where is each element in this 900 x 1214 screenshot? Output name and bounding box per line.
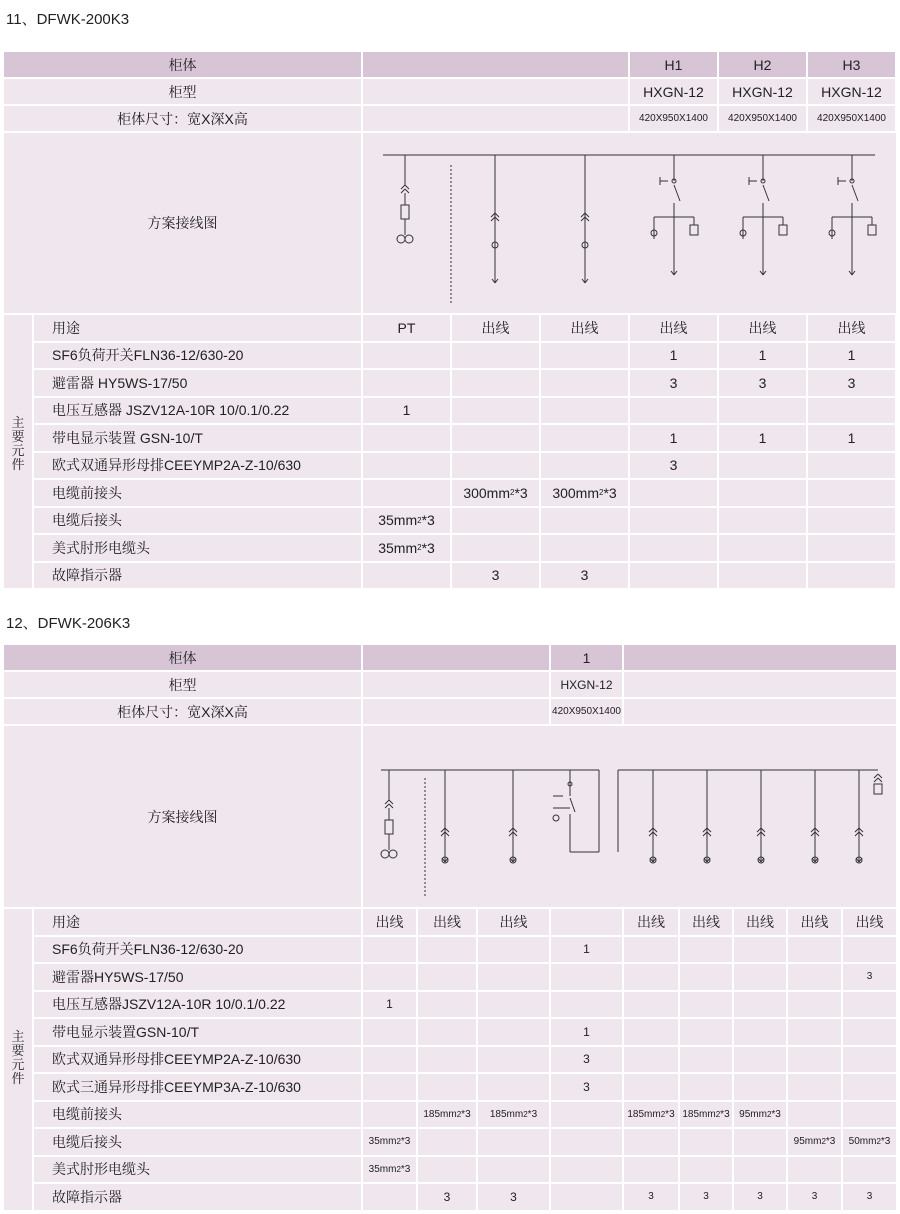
component-qty <box>363 563 450 589</box>
components-group-label: 主要元件 <box>11 415 25 472</box>
size-value: 420X950X1400 <box>808 106 895 131</box>
component-qty <box>478 1074 549 1100</box>
diagram-area <box>363 133 896 313</box>
component-qty: 185mm 2 *3 <box>624 1102 678 1128</box>
component-qty <box>630 480 717 506</box>
component-qty <box>452 508 539 534</box>
component-qty <box>843 1102 896 1128</box>
component-qty <box>843 1074 896 1100</box>
component-qty <box>630 535 717 561</box>
component-qty <box>478 1157 549 1183</box>
model-label: 柜型 <box>4 672 361 697</box>
component-qty: 1 <box>551 1019 622 1045</box>
usage-value: 出线 <box>624 909 678 935</box>
usage-value <box>551 909 622 935</box>
component-qty <box>734 992 786 1018</box>
component-qty <box>551 1129 622 1155</box>
components-group-label: 主要元件 <box>11 1029 25 1086</box>
component-qty: 300mm 2 *3 <box>452 480 539 506</box>
component-name: 故障指示器 <box>34 563 361 589</box>
component-qty <box>478 937 549 963</box>
component-qty: 1 <box>719 343 806 369</box>
model-value: HXGN-12 <box>808 79 895 104</box>
component-qty <box>719 508 806 534</box>
component-qty: 3 <box>734 1184 786 1210</box>
usage-value: 出线 <box>541 315 628 341</box>
component-qty <box>680 964 732 990</box>
component-qty <box>363 1047 416 1073</box>
size-value: 420X950X1400 <box>719 106 806 131</box>
usage-value: 出线 <box>363 909 416 935</box>
component-qty <box>630 398 717 424</box>
usage-value: 出线 <box>788 909 841 935</box>
cabinet-label: 柜体 <box>4 645 361 670</box>
size-value: 420X950X1400 <box>551 699 622 724</box>
component-qty <box>734 1074 786 1100</box>
component-qty: 35mm 2 *3 <box>363 1157 416 1183</box>
cabinet-id: H3 <box>808 52 895 77</box>
component-qty: 1 <box>808 425 895 451</box>
size-blank <box>363 699 549 724</box>
component-qty <box>788 937 841 963</box>
component-qty <box>418 1047 476 1073</box>
usage-value: 出线 <box>843 909 896 935</box>
component-qty <box>808 398 895 424</box>
component-name: 欧式三通异形母排CEEYMP3A-Z-10/630 <box>34 1074 361 1100</box>
component-qty: 1 <box>630 425 717 451</box>
header-blank <box>624 645 896 670</box>
usage-value: 出线 <box>418 909 476 935</box>
component-qty <box>788 1019 841 1045</box>
component-qty <box>541 508 628 534</box>
component-qty <box>452 453 539 479</box>
component-qty: 3 <box>551 1074 622 1100</box>
usage-value: PT <box>363 315 450 341</box>
component-name: 美式肘形电缆头 <box>34 535 361 561</box>
component-qty <box>734 964 786 990</box>
header-blank <box>363 52 628 77</box>
component-qty <box>478 992 549 1018</box>
component-name: 美式肘形电缆头 <box>34 1157 361 1183</box>
component-qty <box>680 992 732 1018</box>
component-qty <box>363 1019 416 1045</box>
component-qty <box>734 1157 786 1183</box>
component-name: 电缆后接头 <box>34 1129 361 1155</box>
component-qty: 1 <box>363 398 450 424</box>
diagram-label: 方案接线图 <box>4 133 361 313</box>
usage-value: 出线 <box>808 315 895 341</box>
component-name: 电缆前接头 <box>34 1102 361 1128</box>
usage-value: 出线 <box>630 315 717 341</box>
component-qty <box>808 508 895 534</box>
cabinet-label: 柜体 <box>4 52 361 77</box>
component-qty <box>541 343 628 369</box>
component-qty <box>624 964 678 990</box>
component-qty <box>734 1047 786 1073</box>
component-qty: 95mm 2 *3 <box>734 1102 786 1128</box>
component-qty: 3 <box>788 1184 841 1210</box>
component-qty <box>808 480 895 506</box>
component-qty <box>680 1019 732 1045</box>
usage-value: 出线 <box>719 315 806 341</box>
component-qty <box>630 508 717 534</box>
component-qty <box>719 535 806 561</box>
component-qty: 3 <box>541 563 628 589</box>
component-qty <box>478 964 549 990</box>
component-qty <box>418 992 476 1018</box>
component-qty <box>551 1102 622 1128</box>
component-qty <box>551 1157 622 1183</box>
component-name: 电压互感器JSZV12A-10R 10/0.1/0.22 <box>34 992 361 1018</box>
component-qty <box>788 1102 841 1128</box>
component-qty <box>624 1074 678 1100</box>
component-qty <box>680 1157 732 1183</box>
component-qty: 3 <box>719 370 806 396</box>
component-qty <box>551 992 622 1018</box>
header-blank <box>363 645 549 670</box>
component-name: 带电显示装置 GSN-10/T <box>34 425 361 451</box>
component-qty: 3 <box>680 1184 732 1210</box>
component-qty: 35mm 2 *3 <box>363 535 450 561</box>
model-label: 柜型 <box>4 79 361 104</box>
usage-value: 出线 <box>680 909 732 935</box>
component-qty <box>680 1129 732 1155</box>
size-label: 柜体尺寸：宽X深X高 <box>4 699 361 724</box>
component-qty <box>734 1129 786 1155</box>
component-name: 电缆前接头 <box>34 480 361 506</box>
component-qty: 3 <box>808 370 895 396</box>
component-qty: 35mm 2 *3 <box>363 1129 416 1155</box>
component-qty <box>418 937 476 963</box>
model-value: HXGN-12 <box>630 79 717 104</box>
diagram-area <box>363 726 896 907</box>
component-qty: 3 <box>551 1047 622 1073</box>
component-qty <box>551 964 622 990</box>
component-qty <box>478 1047 549 1073</box>
size-value: 420X950X1400 <box>630 106 717 131</box>
section-title: 12、DFWK-206K3 <box>6 615 131 632</box>
component-qty <box>452 425 539 451</box>
component-name: 故障指示器 <box>34 1184 361 1210</box>
cabinet-id: H1 <box>630 52 717 77</box>
component-qty: 3 <box>630 370 717 396</box>
component-name: 欧式双通异形母排CEEYMP2A-Z-10/630 <box>34 1047 361 1073</box>
component-qty <box>719 398 806 424</box>
component-qty: 50mm 2 *3 <box>843 1129 896 1155</box>
component-name: 避雷器HY5WS-17/50 <box>34 964 361 990</box>
component-qty: 3 <box>624 1184 678 1210</box>
component-qty: 185mm 2 *3 <box>680 1102 732 1128</box>
component-qty <box>363 1184 416 1210</box>
component-qty <box>452 343 539 369</box>
model-blank <box>624 672 896 697</box>
component-qty <box>541 535 628 561</box>
component-qty <box>363 370 450 396</box>
component-qty <box>541 453 628 479</box>
component-qty <box>363 425 450 451</box>
usage-value: 出线 <box>452 315 539 341</box>
component-qty: 3 <box>478 1184 549 1210</box>
component-qty <box>734 1019 786 1045</box>
component-qty <box>808 453 895 479</box>
component-qty <box>363 937 416 963</box>
cabinet-id: H2 <box>719 52 806 77</box>
component-qty: 185mm 2 *3 <box>478 1102 549 1128</box>
component-qty <box>452 370 539 396</box>
component-qty: 1 <box>808 343 895 369</box>
component-qty <box>418 1129 476 1155</box>
component-qty <box>843 1047 896 1073</box>
size-blank <box>624 699 896 724</box>
usage-label: 用途 <box>34 909 361 935</box>
component-qty <box>363 964 416 990</box>
component-qty <box>843 992 896 1018</box>
component-qty <box>788 1047 841 1073</box>
component-qty <box>418 1157 476 1183</box>
component-qty: 1 <box>551 937 622 963</box>
component-qty <box>452 535 539 561</box>
component-qty <box>624 1047 678 1073</box>
model-blank <box>363 672 549 697</box>
component-qty: 35mm 2 *3 <box>363 508 450 534</box>
component-name: 欧式双通异形母排CEEYMP2A-Z-10/630 <box>34 453 361 479</box>
component-qty <box>808 563 895 589</box>
section-title: 11、DFWK-200K3 <box>6 11 130 28</box>
component-qty <box>624 1019 678 1045</box>
component-name: 避雷器 HY5WS-17/50 <box>34 370 361 396</box>
model-blank <box>363 79 628 104</box>
model-value: HXGN-12 <box>719 79 806 104</box>
component-qty <box>541 370 628 396</box>
component-qty <box>541 425 628 451</box>
component-qty <box>478 1019 549 1045</box>
component-qty <box>363 453 450 479</box>
model-value: HXGN-12 <box>551 672 622 697</box>
component-qty <box>452 398 539 424</box>
usage-label: 用途 <box>34 315 361 341</box>
component-qty: 185mm 2 *3 <box>418 1102 476 1128</box>
component-qty <box>630 563 717 589</box>
component-qty <box>808 535 895 561</box>
component-name: SF6负荷开关FLN36-12/630-20 <box>34 937 361 963</box>
component-qty: 1 <box>719 425 806 451</box>
component-qty <box>363 343 450 369</box>
component-name: SF6负荷开关FLN36-12/630-20 <box>34 343 361 369</box>
component-qty <box>551 1184 622 1210</box>
usage-value: 出线 <box>734 909 786 935</box>
component-qty <box>624 992 678 1018</box>
component-qty <box>788 1157 841 1183</box>
component-qty <box>719 453 806 479</box>
usage-value: 出线 <box>478 909 549 935</box>
size-label: 柜体尺寸：宽X深X高 <box>4 106 361 131</box>
component-qty: 95mm 2 *3 <box>788 1129 841 1155</box>
component-qty <box>363 1102 416 1128</box>
component-qty <box>363 480 450 506</box>
component-qty <box>843 937 896 963</box>
component-qty <box>541 398 628 424</box>
component-qty <box>624 937 678 963</box>
component-qty: 3 <box>843 1184 896 1210</box>
component-qty: 1 <box>363 992 416 1018</box>
cabinet-id: 1 <box>551 645 622 670</box>
component-qty <box>719 563 806 589</box>
component-qty <box>363 1074 416 1100</box>
component-qty <box>788 992 841 1018</box>
component-qty <box>788 964 841 990</box>
component-qty <box>680 1074 732 1100</box>
component-qty: 1 <box>630 343 717 369</box>
component-qty <box>734 937 786 963</box>
component-name: 带电显示装置GSN-10/T <box>34 1019 361 1045</box>
component-qty: 3 <box>843 964 896 990</box>
component-qty <box>719 480 806 506</box>
component-qty: 300mm 2 *3 <box>541 480 628 506</box>
component-qty <box>624 1129 678 1155</box>
component-qty <box>418 1019 476 1045</box>
component-qty <box>680 937 732 963</box>
size-blank <box>363 106 628 131</box>
component-qty <box>478 1129 549 1155</box>
component-name: 电缆后接头 <box>34 508 361 534</box>
component-qty <box>843 1019 896 1045</box>
component-qty <box>418 964 476 990</box>
component-name: 电压互感器 JSZV12A-10R 10/0.1/0.22 <box>34 398 361 424</box>
component-qty <box>680 1047 732 1073</box>
component-qty <box>624 1157 678 1183</box>
component-qty <box>843 1157 896 1183</box>
diagram-label: 方案接线图 <box>4 726 361 907</box>
component-qty: 3 <box>630 453 717 479</box>
component-qty: 3 <box>418 1184 476 1210</box>
component-qty <box>788 1074 841 1100</box>
component-qty <box>418 1074 476 1100</box>
component-qty: 3 <box>452 563 539 589</box>
